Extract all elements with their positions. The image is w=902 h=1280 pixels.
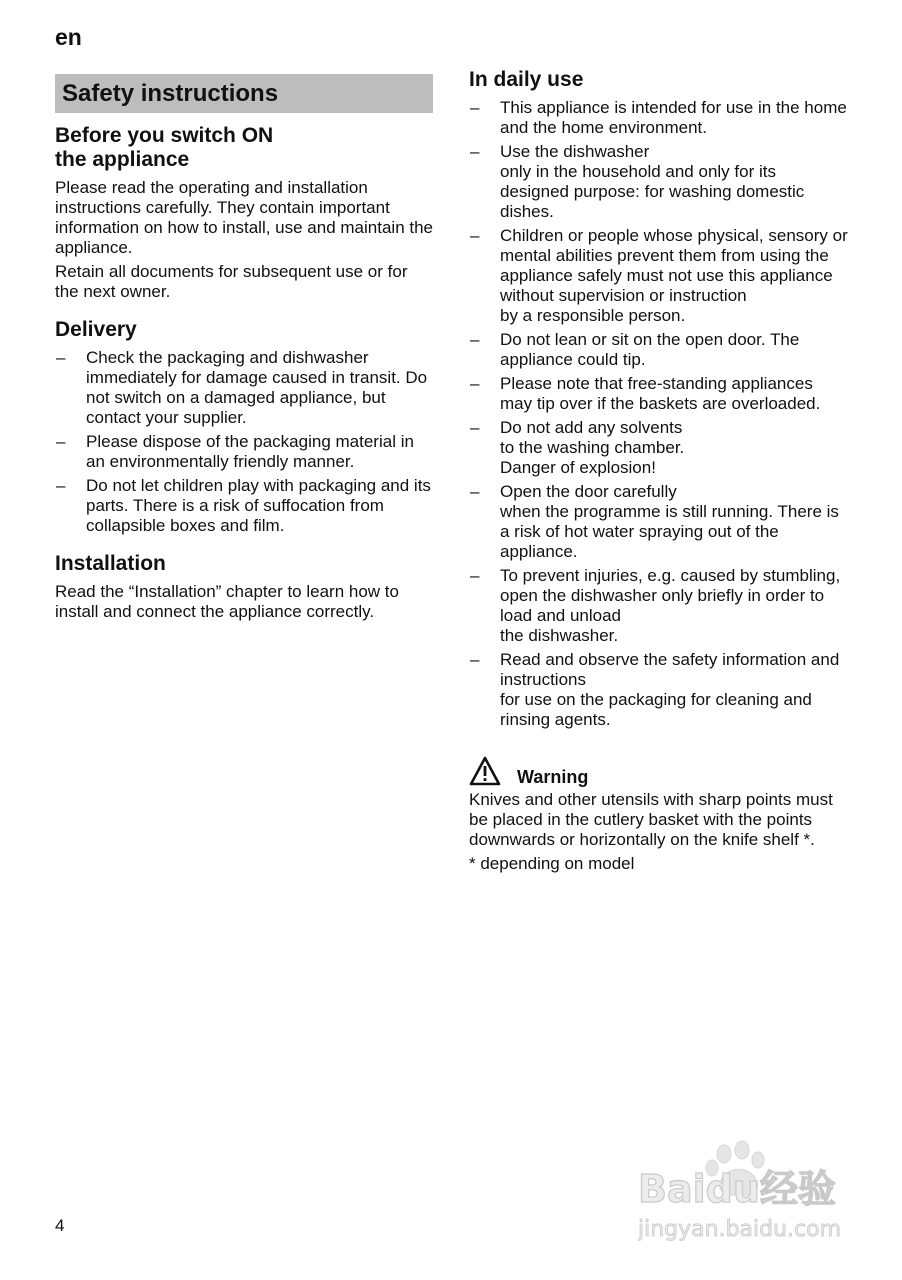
warning-text: Knives and other utensils with sharp points must be placed in the cutlery basket with the points downwards or horizontally on the knife shelf *.: [469, 790, 833, 849]
warning-title: Warning: [517, 767, 589, 787]
installation-section: [55, 552, 433, 622]
dash-marker: –: [470, 226, 480, 245]
dash-marker: –: [470, 374, 480, 393]
page-number: 4: [55, 1216, 65, 1235]
dash-marker: –: [56, 476, 66, 495]
baidu-watermark-logo: [638, 1140, 860, 1248]
list-item-text: Check the packaging and dishwasher immediately for damage caused in transit. Do not switch on a damaged appliance, but contact your supplier.: [86, 348, 428, 427]
list-item: [469, 330, 849, 370]
language-code: en: [55, 24, 82, 50]
list-item: [469, 98, 849, 138]
dash-marker: –: [470, 142, 480, 161]
list-item: [55, 432, 433, 472]
list-item-text: Do not lean or sit on the open door. The appliance could tip.: [500, 330, 800, 369]
list-item: [469, 142, 849, 222]
section-banner: Safety instructions: [55, 74, 433, 113]
daily-use-list: [469, 98, 849, 730]
delivery-heading: Delivery: [55, 318, 137, 341]
list-item: [469, 482, 849, 562]
warning-triangle-icon: [469, 756, 501, 786]
dash-marker: –: [470, 650, 480, 669]
list-item-text: Please note that free-standing appliances may tip over if the baskets are overloaded.: [500, 374, 821, 413]
dash-marker: –: [470, 418, 480, 437]
list-item-text: Open the door carefully when the programme is still running. There is a risk of hot water spraying out of the appliance.: [500, 482, 839, 561]
installation-heading: Installation: [55, 552, 166, 575]
list-item: [55, 348, 433, 428]
dash-marker: –: [470, 330, 480, 349]
list-item: [469, 374, 849, 414]
list-item-text: Read and observe the safety information and instructions for use on the packaging for cleaning and rinsing agents.: [500, 650, 840, 729]
dash-marker: –: [470, 482, 480, 501]
list-item-text: Use the dishwasher only in the household and only for its designed purpose: for washing domestic dishes.: [500, 142, 805, 221]
list-item-text: Please dispose of the packaging material in an environmentally friendly manner.: [86, 432, 414, 471]
before-para-1: Please read the operating and installation instructions carefully. They contain important information on how to install, use and maintain the appliance.: [55, 178, 434, 257]
list-item: [469, 226, 849, 326]
watermark-brand-text: Baidu经验: [638, 1167, 836, 1211]
installation-para: Read the “Installation” chapter to learn how to install and connect the appliance correctly.: [55, 582, 399, 621]
list-item: [55, 476, 433, 536]
right-column: [469, 68, 849, 878]
list-item: [469, 650, 849, 730]
list-item-text: Do not let children play with packaging and its parts. There is a risk of suffocation from collapsible boxes and film.: [86, 476, 431, 535]
daily-use-heading: In daily use: [469, 68, 584, 91]
list-item: [469, 418, 849, 478]
watermark-url-text: jingyan.baidu.com: [638, 1217, 842, 1242]
delivery-list: [55, 348, 433, 536]
dash-marker: –: [470, 98, 480, 117]
warning-header: [469, 756, 849, 786]
before-para-2: Retain all documents for subsequent use or for the next owner.: [55, 262, 408, 301]
before-heading: Before you switch ON the appliance: [55, 124, 274, 171]
dash-marker: –: [56, 348, 66, 367]
list-item: [469, 566, 849, 646]
list-item-text: To prevent injuries, e.g. caused by stumbling, open the dishwasher only briefly in order to load and unload the dishwasher.: [500, 566, 841, 645]
list-item-text: Do not add any solvents to the washing chamber. Danger of explosion!: [500, 418, 685, 477]
dash-marker: –: [56, 432, 66, 451]
model-note: * depending on model: [469, 854, 635, 873]
list-item-text: This appliance is intended for use in the home and the home environment.: [500, 98, 847, 137]
dash-marker: –: [470, 566, 480, 585]
list-item-text: Children or people whose physical, sensory or mental abilities prevent them from using the appliance safely must not use this appliance without supervision or instruction by a responsible person.: [500, 226, 848, 325]
delivery-section: [55, 318, 433, 536]
left-column: [55, 74, 433, 626]
